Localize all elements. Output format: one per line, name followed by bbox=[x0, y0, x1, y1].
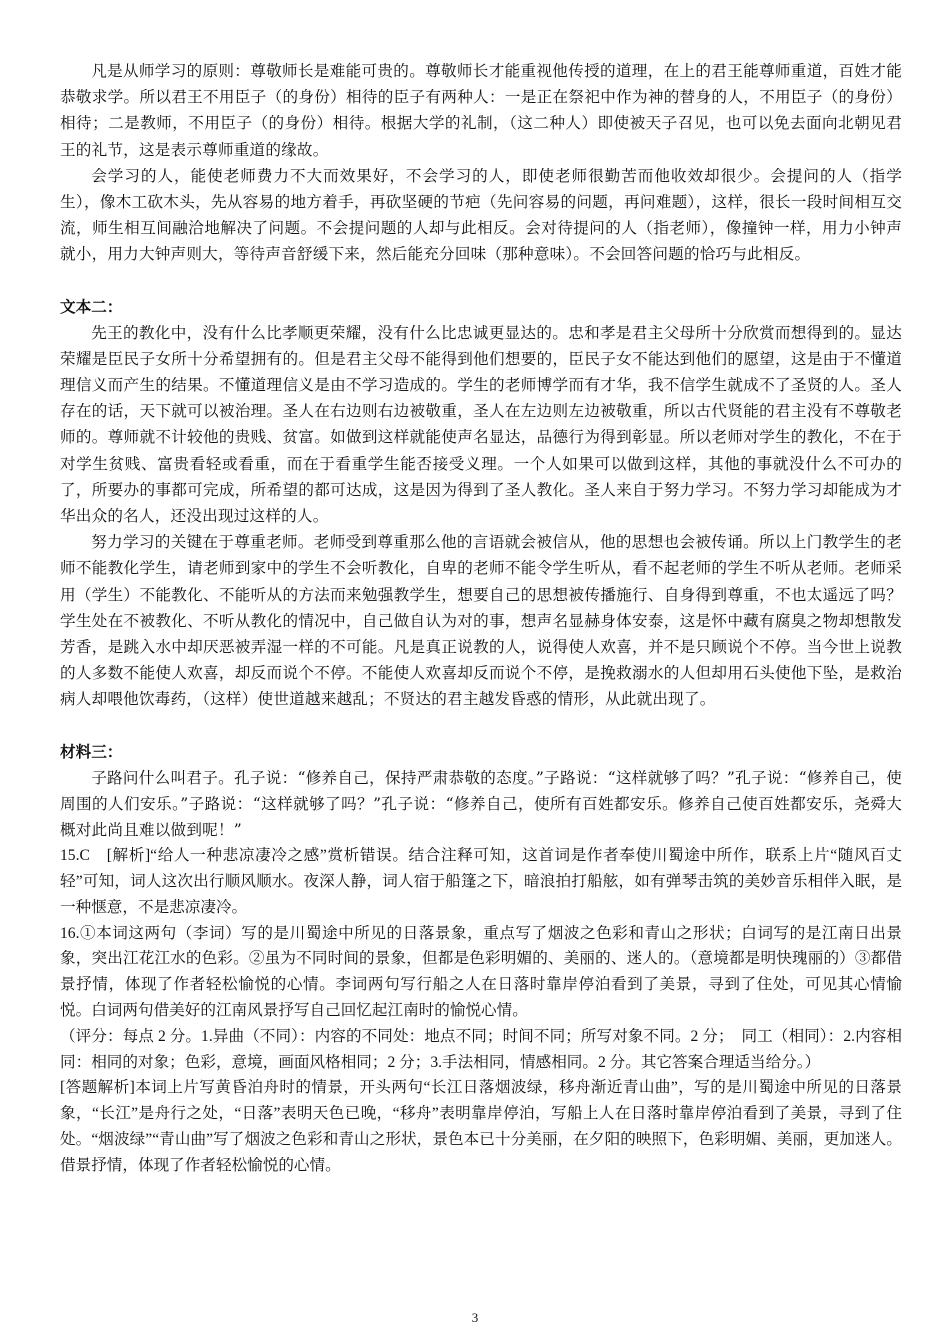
document-body bbox=[60, 58, 902, 1179]
page-number: 3 bbox=[471, 1310, 479, 1325]
text2-paragraph-2: 努力学习的关键在于尊重老师。老师受到尊重那么他的言语就会被信从，他的思想也会被传诵。所以上门教学生的老师不能教化学生，请老师到家中的学生不会听教化，自卑的老师不能令学生听从，看不起老师的学生不听从老师。老师采用（学生）不能教化、不能听从的方法而来勉强教学生，想要自己的思想被传播施行、自身得到尊重，不也太遥远了吗？学生处在不被教化、不听从教化的情况中，自己做自认为对的事，想声名显赫身体安泰，这是怀中藏有腐臭之物却想散发芳香，是跳入水中却厌恶被弄湿一样的不可能。凡是真正说教的人，说得使人欢喜，并不是只顾说个不停。当今世上说教的人多数不能使人欢喜，却反而说个不停。不能使人欢喜却反而说个不停，是挽救溺水的人但却用石头使他下坠，是救治病人却喂他饮毒药，（这样）使世道越来越乱；不贤达的君主越发昏惑的情形，从此就出现了。 bbox=[60, 533, 902, 709]
text2-heading: 文本二： bbox=[60, 296, 123, 316]
text3-heading: 材料三： bbox=[60, 741, 123, 761]
answer-16-scoring: （评分：每点 2 分。1.异曲（不同）：内容的不同处：地点不同；时间不同；所写对象不同。2 分； 同工（相同）：2.内容相同：相同的对象；色彩，意境，画面风格相同；2 分；3.手法相同，情感相同。2 分。其它答案合理适当给分。） bbox=[60, 1027, 902, 1071]
text1-paragraph-1: 凡是从师学习的原则：尊敬师长是难能可贵的。尊敬师长才能重视他传授的道理，在上的君王能尊师重道，百姓才能恭敬求学。所以君王不用臣子（的身份）相待的臣子有两种人：一是正在祭祀中作为神的替身的人，不用臣子（的身份）相待；二是教师，不用臣子（的身份）相待。根据大学的礼制，（这二种人）即使被天子召见，也可以免去面向北朝见君王的礼节，这是表示尊师重道的缘故。 bbox=[60, 62, 902, 159]
text3-paragraph-1: 子路问什么叫君子。孔子说：“修养自己，保持严肃恭敬的态度。”子路说：“这样就够了吗？”孔子说：“修养自己，使周围的人们安乐。”子路说：“这样就够了吗？”孔子说：“修养自己，使所有百姓都安乐。修养自己使百姓都安乐，尧舜大概对此尚且难以做到呢！” bbox=[60, 768, 902, 840]
text2-paragraph-1: 先王的教化中，没有什么比孝顺更荣耀，没有什么比忠诚更显达的。忠和孝是君主父母所十分欣赏而想得到的。显达荣耀是臣民子女所十分希望拥有的。但是君主父母不能得到他们想要的，臣民子女不能达到他们的愿望，这是由于不懂道理信义而产生的结果。不懂道理信义是由不学习造成的。学生的老师博学而有才华，我不信学生就成不了圣贤的人。圣人存在的话，天下就可以被治理。圣人在右边则右边被敬重，圣人在左边则左边被敬重，所以古代贤能的君主没有不尊敬老师的。尊师就不计较他的贵贱、贫富。如做到这样就能使声名显达，品德行为得到彰显。所以老师对学生的教化，不在于对学生贫贱、富贵看轻或看重，而在于看重学生能否接受义理。一个人如果可以做到这样，其他的事就没什么不可办的了，所要办的事都可完成，所希望的都可达成，这是因为得到了圣人教化。圣人来自于努力学习。不努力学习却能成为才华出众的名人，还没出现过这样的人。 bbox=[60, 323, 902, 526]
answer-16: 16.①本词这两句（李词）写的是川蜀途中所见的日落景象，重点写了烟波之色彩和青山之形状；白词写的是江南日出景象，突出江花江水的色彩。②虽为不同时间的景象，但都是色彩明媚的、美丽的、迷人的。（意境都是明快瑰丽的）③都借景抒情，体现了作者轻松愉悦的心情。李词两句写行船之人在日落时靠岸停泊看到了美景，寻到了住处，可见其心情愉悦。白词两句借美好的江南风景抒写自己回忆起江南时的愉悦心情。 bbox=[60, 924, 902, 1020]
text1-paragraph-2: 会学习的人，能使老师费力不大而效果好，不会学习的人，即使老师很勤苦而他收效却很少。会提问的人（指学生），像木工砍木头，先从容易的地方着手，再砍坚硬的节疤（先问容易的问题，再问难题），这样，很长一段时间相互交流，师生相互间融洽地解决了问题。不会提问题的人却与此相反。会对待提问的人（指老师），像撞钟一样，用力小钟声就小，用力大钟声则大，等待声音舒缓下来，然后能充分回味（那种意味）。不会回答问题的恰巧与此相反。 bbox=[60, 166, 902, 264]
answer-15: 15.C [解析]“给人一种悲凉凄冷之感”赏析错误。结合注释可知，这首词是作者奉使川蜀途中所作，联系上片“随风百丈轻”可知，词人这次出行顺风顺水。夜深人静，词人宿于船篷之下，暗浪拍打船舷，如有弹琴击筑的美妙音乐相伴入眠，是一种惬意，不是悲凉凄冷。 bbox=[60, 847, 902, 916]
answer-16-analysis: [答题解析]本词上片写黄昏泊舟时的情景，开头两句“长江日落烟波绿，移舟渐近青山曲”，写的是川蜀途中所见的日落景象，“长江”是舟行之处，“日落”表明天色已晚，“移舟”表明靠岸停泊，写船上人在日落时靠岸停泊看到了美景，寻到了住处。“烟波绿”“青山曲”写了烟波之色彩和青山之形状，景色本已十分美丽，在夕阳的映照下，色彩明媚、美丽，更加迷人。借景抒情，体现了作者轻松愉悦的心情。 bbox=[60, 1079, 902, 1174]
